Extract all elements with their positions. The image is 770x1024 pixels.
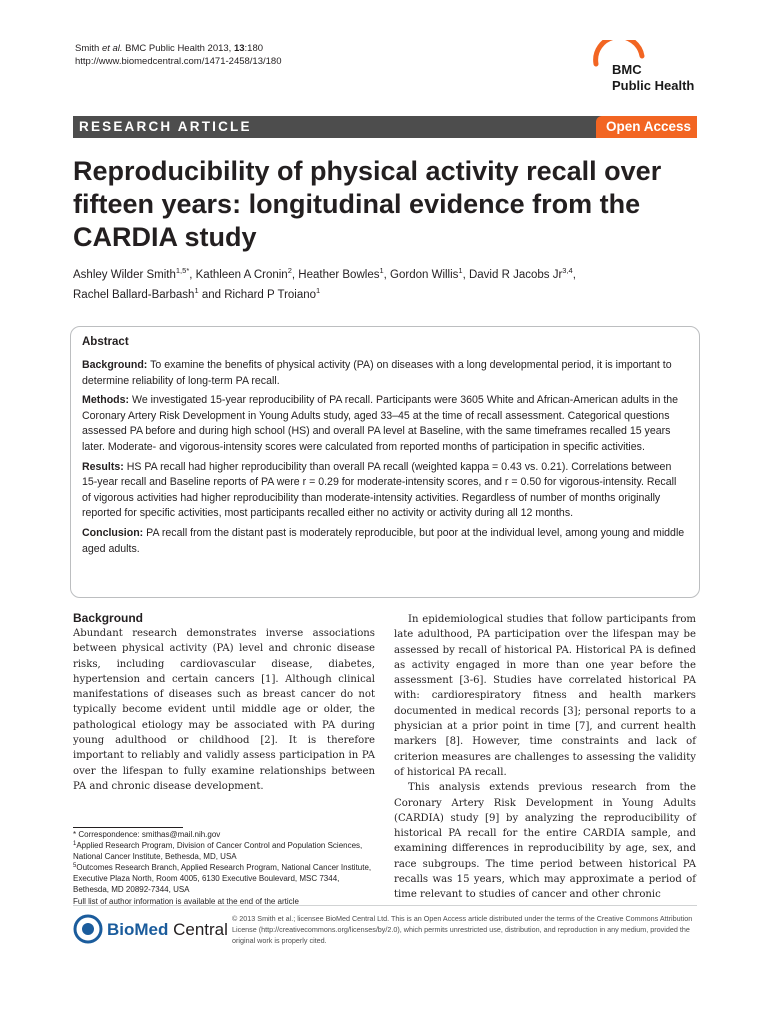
body-column-left (73, 610, 375, 794)
citation-authors: Smith (75, 43, 102, 54)
author-name: and Richard P Troiano (198, 289, 317, 301)
author-affiliation-sup: 1 (194, 286, 199, 295)
author-name: Rachel Ballard-Barbash (73, 289, 195, 301)
abstract-background (82, 358, 688, 389)
affiliation-sup: 1 (73, 841, 77, 848)
author-name: , Gordon Willis (383, 269, 459, 281)
wordmark-central: Central (168, 920, 228, 939)
article-type-label: RESEARCH ARTICLE (79, 119, 252, 134)
abstract-section-label: Results: (82, 460, 124, 473)
author-name: , David R Jacobs Jr (462, 269, 563, 281)
abstract-section-label: Methods: (82, 394, 130, 407)
abstract-section-text: We investigated 15-year reproducibility of PA recall. Participants were 3605 White and African-American adults in the Coronary Artery Risk Development in Young Adults study, aged 33–45 at the time of recall assessment. Categorical questions assessed PA before and during high school (HS) and overall PA level at Baseline, with the same timeframes recalled 15 years later. Moderate- and vigorous-intensity scores were calculated from reported months of participation in specific activities. (82, 394, 679, 453)
body-paragraph: This analysis extends previous research from the Coronary Artery Risk Development in Young Adults (CARDIA) study [9] by analyzing the reproducibility of historical PA recall for the entire CARDIA sample, and examining differences in reproducibility by age, sex, and race subgroups. The time period between historical PA recalls was 15 years, which may approximate a period of time relevant to studies of cancer and other chronic (394, 782, 696, 901)
body-paragraph: In epidemiological studies that follow participants from late adulthood, PA participation over the lifespan may be assessed by recall of historical PA. Historical PA is defined as activity engaged in more than one year before the assessment [3-6]. Studies have correlated historical PA with: cardiorespiratory fitness and health markers documented in medical records [3]; personal reports to a physician at a prior point in time [7], and current health markers [8]. However, time constraints and lack of criterion measures are challenges to assessing the validity of historical PA recall. (394, 614, 696, 778)
biomed-central-logo (73, 912, 233, 952)
open-access-badge: Open Access (596, 116, 697, 138)
footnotes (73, 829, 373, 907)
body-paragraph: Abundant research demonstrates inverse associations between physical activity (PA) level and chronic disease risks, including cardiovascular disease, diabetes, hypertension and certain cancers [1]. Although clinical manifestations of diseases such as breast cancer do not typically become evident until middle age or older, the pathological etiology may be associated with PA during young adulthood or childhood [2]. It is therefore important to reliably and validly assess participation in PA over the lifespan to fully examine relationships between PA and chronic disease development. (73, 628, 375, 792)
affiliation-text: Outcomes Research Branch, Applied Research Program, National Cancer Institute, Executive Plaza North, Room 4005, 6130 Executive Boulevard, MSC 7344, Bethesda, MD 20892-7344, USA (73, 863, 372, 895)
citation-volume: 13 (233, 43, 245, 54)
article-title: Reproducibility of physical activity recall over fifteen years: longitudinal evidence from the CARDIA study (73, 156, 662, 252)
abstract-section-text: HS PA recall had higher reproducibility than overall PA recall (weighted kappa = 0.43 vs. 0.21). Correlations between 15-year recall and Baseline reports of PA were r = 0.29 for moderate-intensity scores, and r = 0.50 for vigorous-intensity. Recall of vigorous activities had higher reproducibility than moderate-intensity activities. Regardless of number of months originally reported for specific activities, most participants recalled either no activity or activity during all 12 months. (82, 460, 677, 520)
abstract-methods (82, 393, 688, 455)
biomed-central-wordmark (107, 920, 228, 940)
journal-logo-bmc: BMC (612, 62, 642, 77)
author-separator: , (572, 269, 576, 281)
citation-journal: BMC Public Health 2013, (122, 43, 234, 54)
author-affiliation-sup: 3,4 (562, 266, 573, 275)
license-text: © 2013 Smith et al.; licensee BioMed Central Ltd. This is an Open Access article distributed under the terms of the Creative Commons Attribution License (http://creativecommons.org/licenses/by/2.0), which permits unrestricted use, distribution, and reproduction in any medium, provided the original work is properly cited. (232, 914, 693, 945)
citation-etal: et al. (101, 43, 123, 54)
article-url[interactable]: http://www.biomedcentral.com/1471-2458/13/180 (75, 56, 282, 67)
article-type-banner (73, 116, 697, 138)
author-affiliation-sup: 1 (316, 286, 321, 295)
author-name: , Heather Bowles (291, 269, 380, 281)
journal-logo-name: Public Health (612, 78, 695, 93)
abstract-section-label: Background: (82, 359, 148, 371)
author-affiliation-sup: 1 (379, 266, 384, 275)
biomed-central-circle-icon (73, 914, 103, 944)
author-affiliation-sup: 1 (458, 266, 463, 275)
correspondence-note: * Correspondence: smithas@mail.nih.gov (73, 830, 221, 839)
author-affiliation-sup: 1,5* (175, 266, 190, 275)
abstract-results (82, 460, 688, 522)
affiliation-text: Applied Research Program, Division of Cancer Control and Population Sciences, National Cancer Institute, Bethesda, MD, USA (73, 841, 363, 862)
affiliation-note (73, 862, 373, 895)
footer-divider (73, 905, 697, 906)
abstract-conclusion (82, 526, 688, 557)
citation-header (75, 42, 282, 68)
footnote-divider (73, 827, 183, 828)
wordmark-biomed: BioMed (107, 920, 169, 939)
author-info-note: Full list of author information is available at the end of the article (73, 896, 299, 906)
abstract-heading: Abstract (82, 336, 129, 348)
abstract-box (70, 326, 700, 598)
author-affiliation-sup: 2 (287, 266, 292, 275)
author-name: Ashley Wilder Smith (73, 269, 176, 281)
abstract-section-label: Conclusion: (82, 526, 144, 539)
bmc-public-health-logo (590, 40, 705, 100)
citation-line (75, 42, 282, 55)
affiliation-sup: 5 (73, 863, 77, 870)
author-list (73, 265, 703, 305)
citation-article-number: :180 (244, 43, 264, 54)
author-name: , Kathleen A Cronin (189, 269, 288, 281)
abstract-section-text: PA recall from the distant past is moderately reproducible, but poor at the individual level, among young and middle aged adults. (82, 526, 685, 555)
body-column-right (394, 612, 696, 903)
section-heading-background: Background (73, 611, 144, 625)
affiliation-note (73, 840, 373, 862)
abstract-section-text: To examine the benefits of physical activity (PA) on diseases with a long developmental period, it is important to determine reliability of long-term PA recall. (82, 359, 672, 387)
